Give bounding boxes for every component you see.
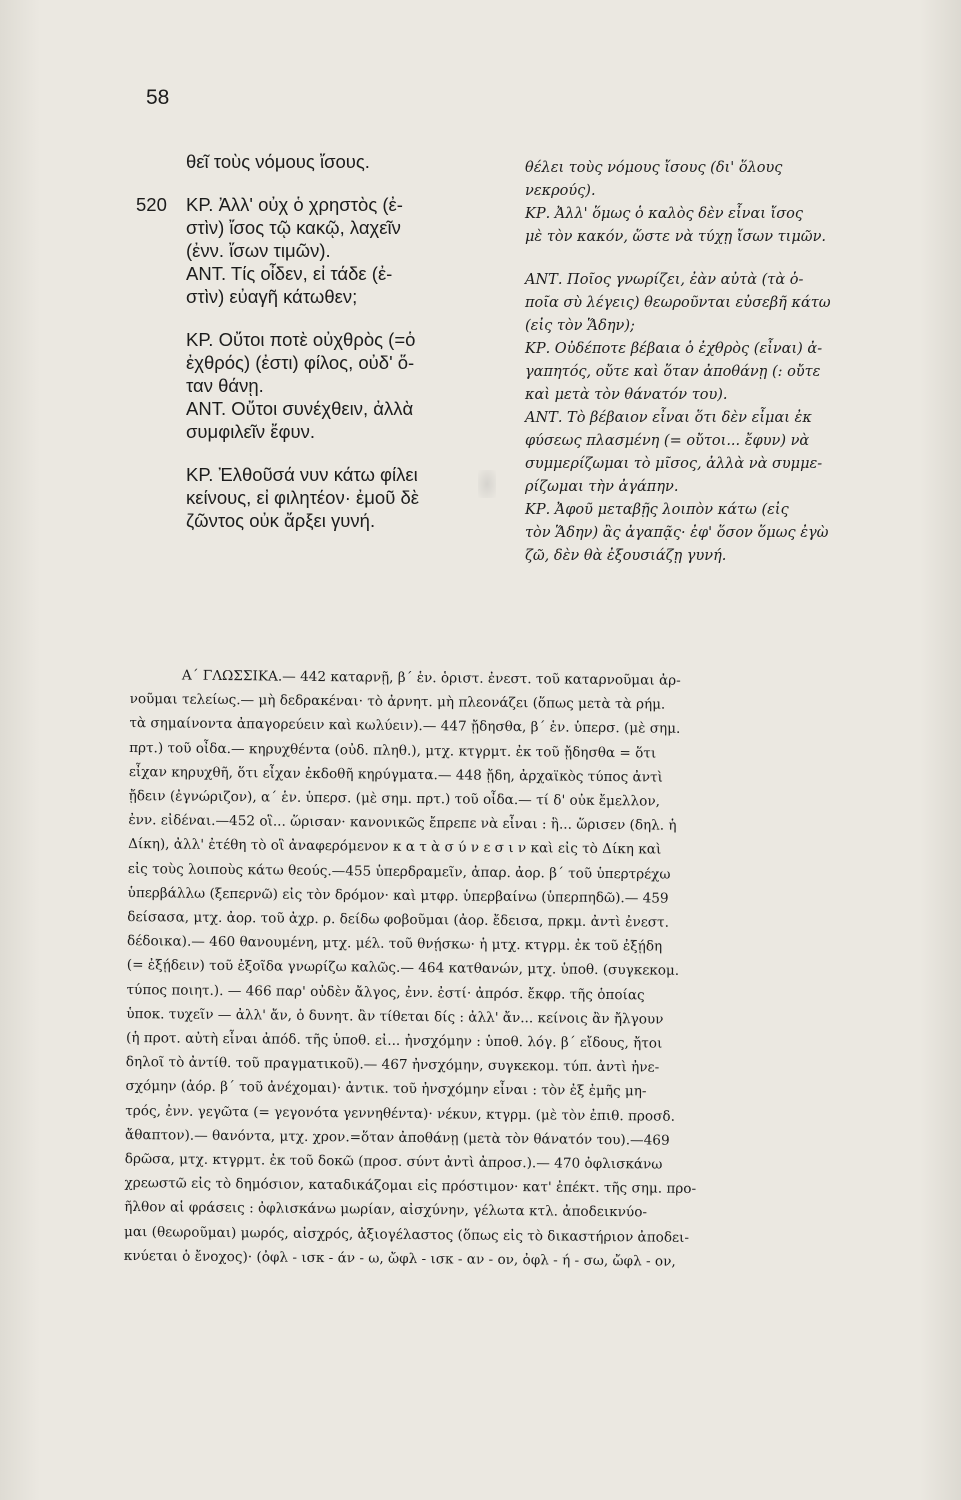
- linguistic-notes: [124, 663, 930, 1276]
- note-line: Δίκη), ἀλλ' ἐτέθη τὸ οἳ ἀναφερόμενον κ α τ ὰ σ ύ ν ε σ ι ν καὶ εἰς τὸ Δίκη καὶ: [128, 836, 662, 858]
- original-line-text: ΚΡ. Οὔτοι ποτὲ οὐχθρὸς (=ὁ: [186, 329, 416, 350]
- original-line-text: στὶν) εὐαγῆ κάτωθεν;: [186, 286, 358, 307]
- translation-line: γαπητός, οὔτε καὶ ὅταν ἀποθάνῃ (: οὔτε: [525, 364, 821, 380]
- translation-line: θέλει τοὺς νόμους ἴσους (δι' ὅλους: [525, 160, 783, 176]
- translation-line: φύσεως πλασμένη (= οὔτοι... ἔφυν) νὰ: [525, 433, 810, 449]
- translation-line: ζῶ, δὲν θὰ ἐξουσιάζῃ γυνή.: [525, 548, 727, 564]
- note-line: ὑπερβάλλω (ξεπερνῶ) εἰς τὸν δρόμον· καὶ μτφρ. ὑπερβαίνω (ὑπερπηδῶ).— 459: [127, 884, 669, 907]
- translation-line: μὲ τὸν κακόν, ὥστε νὰ τύχῃ ἴσων τιμῶν.: [525, 229, 827, 245]
- note-line: δείσασα, μτχ. ἀορ. τοῦ ἀχρ. ρ. δείδω φοβοῦμαι (ἀορ. ἔδεισα, πρκμ. ἀντὶ ἐνεστ.: [127, 909, 670, 931]
- note-line: ἄθαπτον).— θανόντα, μτχ. χρον.=ὅταν ἀποθάνῃ (μετὰ τὸν θάνατόν του).—469: [124, 1126, 670, 1149]
- original-line: [136, 328, 496, 351]
- note-line: δηλοῖ τὸ ἀντίθ. τοῦ πραγματικοῦ).— 467 ἠνσχόμην, συγκεκομ. τύπ. ἀντὶ ἠνε-: [125, 1054, 660, 1076]
- original-line: [136, 193, 496, 216]
- note-line: ἐνν. εἰδέναι.—452 οἳ... ὥρισαν· κανονικῶς ἔπρεπε νὰ εἶναι : ἣ... ὥρισεν (δηλ. ἡ: [128, 812, 677, 834]
- original-line-text: ΚΡ. Ἀλλ' οὐχ ὁ χρηστὸς (ἐ-: [186, 194, 403, 215]
- stanza-gap: [525, 249, 925, 269]
- original-line-text: (ἐνν. ἴσων τιμῶν).: [186, 240, 331, 261]
- original-line: [136, 216, 496, 239]
- original-line-text: στὶν) ἴσος τῷ κακῷ, λαχεῖν: [186, 217, 401, 238]
- note-line: τύπος ποιητ.). — 466 παρ' οὐδὲν ἄλγος, ἐνν. ἐστί· ἀπρόσ. ἔκφρ. τῆς ὁποίας: [126, 981, 645, 1004]
- note-line: δρῶσα, μτχ. κτγρμτ. ἐκ τοῦ δοκῶ (προσ. σύντ ἀντὶ ἀπροσ.).— 470 ὀφλισκάνω: [124, 1151, 663, 1173]
- original-line-text: ΚΡ. Ἐλθοῦσά νυν κάτω φίλει: [186, 464, 418, 485]
- original-line: [136, 397, 496, 420]
- stanza-gap: [136, 308, 496, 328]
- original-line: [136, 262, 496, 285]
- note-line: δέδοικα).— 460 θανουμένη, μτχ. μέλ. τοῦ θνῄσκω· ἡ μτχ. κτγρμ. ἐκ τοῦ ἐξῄδη: [127, 933, 663, 955]
- note-line: (ἡ προτ. αὐτὴ εἶναι ἀπόδ. τῆς ὑποθ. εἰ... ἠνσχόμην : ὑποθ. λόγ. β΄ εἴδους, ἤτοι: [125, 1030, 663, 1052]
- original-line: [136, 239, 496, 262]
- note-line: τρός, ἐνν. γεγῶτα (= γεγονότα γεννηθέντα)· νέκυν, κτγρμ. (μὲ τὸν ἐπιθ. προσδ.: [125, 1102, 676, 1125]
- original-line-text: θεῖ τοὺς νόμους ἴσους.: [186, 151, 370, 172]
- note-line: κνύεται ὁ ἔνοχος)· (ὀφλ - ισκ - άν - ω, ὤφλ - ισκ - αν - ον, ὀφλ - ή - σω, ὤφλ - ον,: [123, 1247, 676, 1270]
- stanza-gap: [136, 443, 496, 463]
- translation-line: συμμερίζωμαι τὸ μῖσος, ἀλλὰ νὰ συμμε-: [525, 456, 823, 472]
- translation-column: [525, 157, 925, 568]
- original-line: [136, 150, 496, 173]
- note-line: σχόμην (ἀόρ. β΄ τοῦ ἀνέχομαι)· ἀντικ. τοῦ ἠνσχόμην εἶναι : τὸν ἐξ ἐμῆς μη-: [125, 1078, 647, 1100]
- translation-line: καὶ μετὰ τὸν θάνατόν του).: [525, 387, 728, 403]
- translation-line: νεκρούς).: [525, 183, 596, 199]
- original-line-text: ΑΝΤ. Τίς οἶδεν, εἰ τάδε (ἐ-: [186, 263, 393, 284]
- original-line-text: κείνους, εἰ φιλητέον· ἐμοῦ δὲ: [186, 487, 419, 508]
- translation-line: τὸν Ἅδην) ἂς ἀγαπᾷς· ἐφ' ὅσον ὅμως ἐγὼ: [525, 525, 829, 541]
- translation-line: ρίζωμαι τὴν ἀγάπην.: [525, 479, 679, 495]
- original-line-text: ταν θάνῃ.: [186, 375, 264, 396]
- original-line-text: συμφιλεῖν ἔφυν.: [186, 421, 316, 442]
- translation-line: ΑΝΤ. Τὸ βέβαιον εἶναι ὅτι δὲν εἶμαι ἐκ: [525, 410, 812, 426]
- original-line: [136, 285, 496, 308]
- original-line-text: ἐχθρός) (ἐστι) φίλος, οὐδ' ὅ-: [186, 352, 415, 373]
- translation-line: ποῖα σὺ λέγεις) θεωροῦνται εὐσεβῆ κάτω: [525, 295, 831, 311]
- note-line: τὰ σημαίνοντα ἀπαγορεύειν καὶ κωλύειν).— 447 ᾔδησθα, β΄ ἑν. ὑπερσ. (μὲ σημ.: [129, 715, 681, 738]
- note-line: ὑποκ. τυχεῖν — ἀλλ' ἄν, ὁ δυνητ. ἂν τίθεται δίς : ἀλλ' ἄν... κείνοις ἂν ἤλγουν: [126, 1005, 664, 1028]
- note-line: ῆλθον αἱ φράσεις : ὀφλισκάνω μωρίαν, αἰσχύνην, γέλωτα κτλ. ἀποδεικνύο-: [124, 1199, 648, 1221]
- note-line: νοῦμαι τελείως.— μὴ δεδρακέναι· τὸ ἀρνητ. μὴ πλεονάζει (ὅπως μετὰ τὰ ρήμ.: [129, 691, 666, 713]
- original-line: [136, 420, 496, 443]
- translation-line: ΚΡ. Ἀλλ' ὅμως ὁ καλὸς δὲν εἶναι ἴσος: [525, 206, 803, 222]
- original-line-text: ΑΝΤ. Οὔτοι συνέχθειν, ἀλλὰ: [186, 398, 414, 419]
- original-line-text: ζῶντος οὐκ ἄρξει γυνή.: [186, 510, 376, 531]
- greek-original-column: [136, 150, 496, 532]
- original-line: [136, 486, 496, 509]
- note-line: χρεωστῶ εἰς τὸ δημόσιον, καταδικάζομαι εἰς πρόστιμον· κατ' ἐπέκτ. τῆς σημ. προ-: [124, 1175, 697, 1198]
- stanza-gap: [136, 173, 496, 193]
- translation-line: ΚΡ. Οὐδέποτε βέβαια ὁ ἐχθρὸς (εἶναι) ἀ-: [525, 341, 823, 357]
- original-line: [136, 463, 496, 486]
- original-line: [136, 374, 496, 397]
- translation-line: ΚΡ. Ἀφοῦ μεταβῇς λοιπὸν κάτω (εἰς: [525, 502, 789, 518]
- original-line: [136, 509, 496, 532]
- note-line: Α΄ ΓΛΩΣΣΙΚΑ.— 442 καταρνῇ, β΄ ἑν. ὁριστ. ἐνεστ. τοῦ καταρνοῦμαι ἀρ-: [181, 667, 681, 689]
- note-line: (= ἐξῄδειν) τοῦ ἐξοῖδα γνωρίζω καλῶς.— 464 κατθανών, μτχ. ὑποθ. (συγκεκομ.: [126, 957, 680, 980]
- page-number: 58: [146, 86, 170, 109]
- original-line: [136, 351, 496, 374]
- note-line: εἰς τοὺς λοιποὺς κάτω θεούς.—455 ὑπερδραμεῖν, ἀπαρ. ἀορ. β΄ τοῦ ὑπερτρέχω: [127, 860, 671, 883]
- line-number: 520: [136, 194, 167, 215]
- note-line: μαι (θεωροῦμαι) μωρός, αἰσχρός, ἀξιογέλαστος (ὅπως εἰς τὸ δικαστήριον ἀποδει-: [123, 1223, 690, 1246]
- note-line: πρτ.) τοῦ οἶδα.— κηρυχθέντα (οὐδ. πληθ.), μτχ. κτγρμτ. ἐκ τοῦ ᾔδησθα = ὅτι: [129, 739, 657, 762]
- translation-line: ΑΝΤ. Ποῖος γνωρίζει, ἐὰν αὐτὰ (τὰ ὁ-: [525, 272, 804, 288]
- note-line: ᾔδειν (ἐγνώριζον), α΄ ἑν. ὑπερσ. (μὲ σημ. πρτ.) τοῦ οἶδα.— τί δ' οὐκ ἔμελλον,: [128, 788, 661, 810]
- note-line: εἶχαν κηρυχθῆ, ὅτι εἶχαν ἐκδοθῆ κηρύγματα.— 448 ᾔδη, ἀρχαϊκὸς τύπος ἀντὶ: [128, 763, 663, 786]
- translation-line: (εἰς τὸν Ἅδην);: [525, 318, 635, 334]
